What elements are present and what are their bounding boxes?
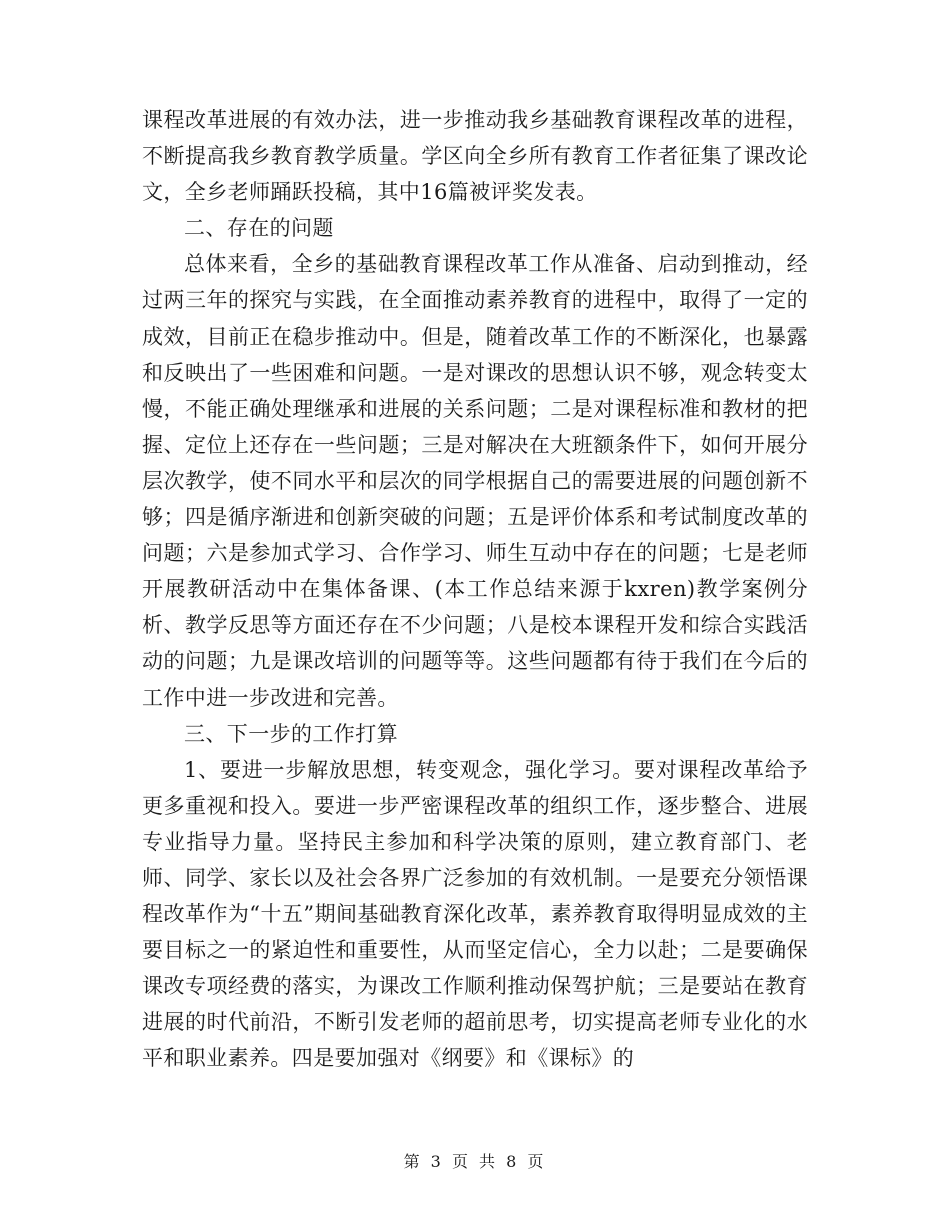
paragraph-next-steps: 1、要进一步解放思想，转变观念，强化学习。要对课程改革给予更多重视和投入。要进一步严密课程改革的组织工作，逐步整合、进展专业指导力量。坚持民主参加和科学决策的原则，建立教育部门、老师、同学、家长以及社会各界广泛参加的有效机制。一是要充分领悟课程改革作为“十五”期间基础教育深化改革，素养教育取得明显成效的主要目标之一的紧迫性和重要性，从而坚定信心，全力以赴；二是要确保课改专项经费的落实，为课改工作顺利推动保驾护航；三是要站在教育进展的时代前沿，不断引发老师的超前思考，切实提高老师专业化的水平和职业素养。四是要加强对《纲要》和《课标》的 [142, 757, 808, 1071]
section-heading-problems: 二、存在的问题 [184, 216, 334, 241]
section-heading-next-steps: 三、下一步的工作打算 [184, 721, 398, 746]
paragraph-problems: 总体来看，全乡的基础教育课程改革工作从准备、启动到推动，经过两三年的探究与实践，在全面推动素养教育的进程中，取得了一定的成效，目前正在稳步推动中。但是，随着改革工作的不断深化，也暴露和反映出了一些困难和问题。一是对课改的思想认识不够，观念转变太慢，不能正确处理继承和进展的关系问题；二是对课程标准和教材的把握、定位上还存在一些问题；三是对解决在大班额条件下，如何开展分层次教学，使不同水平和层次的同学根据自己的需要进展的问题创新不够；四是循序渐进和创新突破的问题；五是评价体系和考试制度改革的问题；六是参加式学习、合作学习、师生互动中存在的问题；七是老师开展教研活动中在集体备课、(本工作总结来源于kxren)教学案例分析、教学反思等方面还存在不少问题；八是校本课程开发和综合实践活动的问题；九是课改培训的问题等等。这些问题都有待于我们在今后的工作中进一步改进和完善。 [142, 252, 808, 710]
paragraph-continuation: 课程改革进展的有效办法，进一步推动我乡基础教育课程改革的进程，不断提高我乡教育教学质量。学区向全乡所有教育工作者征集了课改论文，全乡老师踊跃投稿，其中16篇被评奖发表。 [142, 108, 808, 205]
page-number-footer: 第 3 页 共 8 页 [403, 1152, 547, 1171]
document-body [142, 102, 808, 1077]
